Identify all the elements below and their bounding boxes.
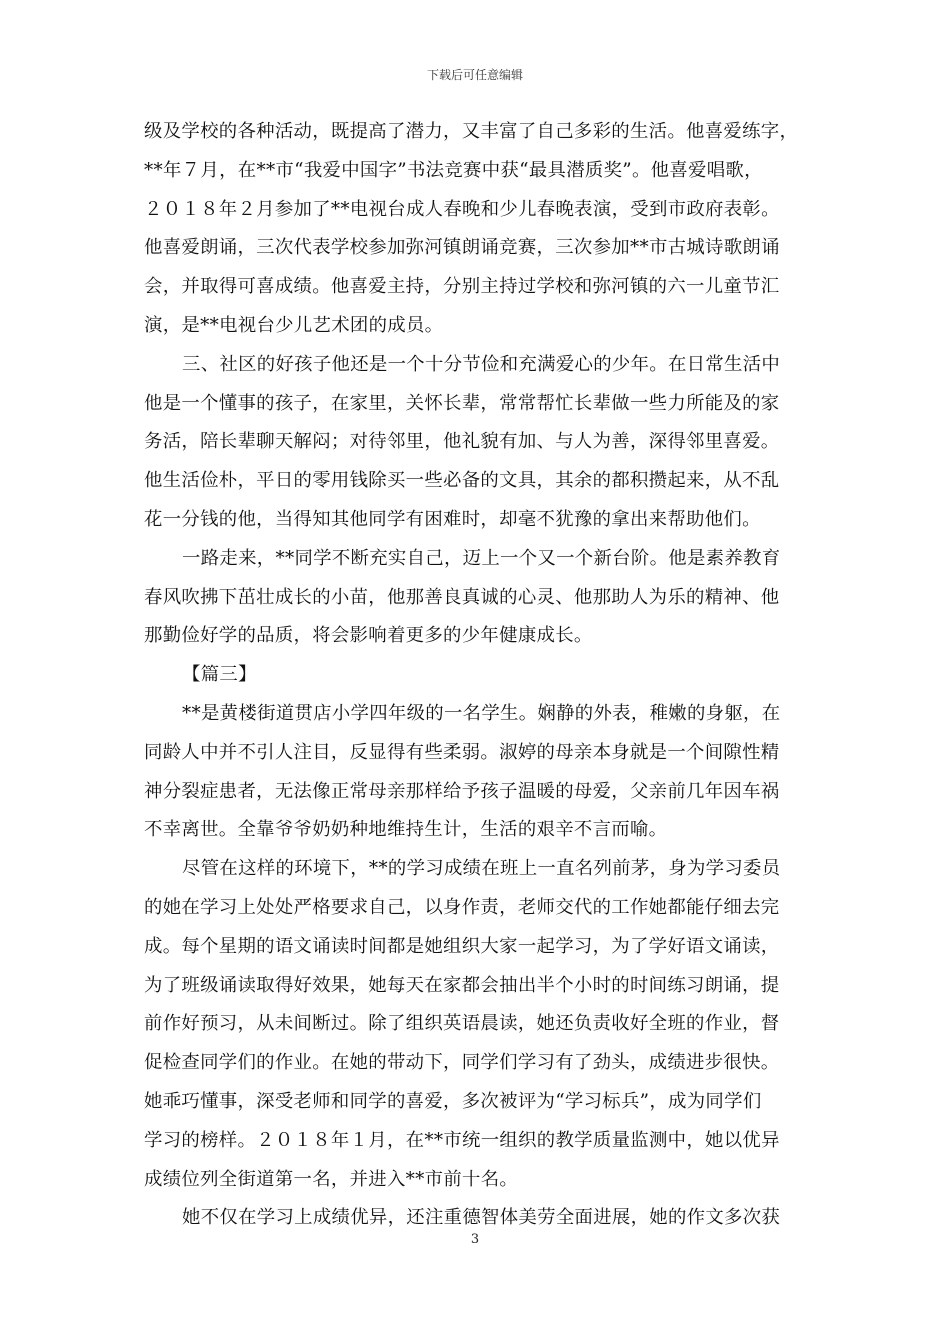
text-line: 他是一个懂事的孩子，在家里，关怀长辈，常常帮忙长辈做一些力所能及的家 bbox=[144, 392, 780, 414]
text-line: 学习的榜样。２０１８年１月，在**市统一组织的教学质量监测中，她以优异 bbox=[144, 1129, 780, 1151]
text-line: 她乖巧懂事，深受老师和同学的喜爱，多次被评为“学习标兵”，成为同学们 bbox=[144, 1090, 762, 1112]
page-header: 下载后可任意编辑 bbox=[426, 68, 523, 82]
text-line: 一路走来，**同学不断充实自己，迈上一个又一个新台阶。他是素养教育 bbox=[182, 547, 781, 569]
page-number: 3 bbox=[470, 1232, 480, 1247]
text-line: **年７月，在**市“我爱中国字”书法竞赛中获“最具潜质奖”。他喜爱唱歌， bbox=[144, 159, 763, 181]
text-line: 神分裂症患者，无法像正常母亲那样给予孩子温暖的母爱，父亲前几年因车祸 bbox=[144, 780, 780, 802]
text-line: 级及学校的各种活动，既提高了潜力，又丰富了自己多彩的生活。他喜爱练字， bbox=[144, 121, 799, 142]
text-line: 不幸离世。全靠爷爷奶奶种地维持生计，生活的艰辛不言而喻。 bbox=[144, 819, 668, 841]
document-body bbox=[144, 113, 809, 1238]
text-line: 他生活俭朴，平日的零用钱除买一些必备的文具，其余的都积攒起来，从不乱 bbox=[144, 470, 780, 492]
text-line: 春风吹拂下茁壮成长的小苗，他那善良真诚的心灵、他那助人为乐的精神、他 bbox=[144, 586, 780, 608]
paragraph bbox=[144, 540, 809, 656]
text-line: 成。每个星期的语文诵读时间都是她组织大家一起学习，为了学好语文诵读， bbox=[144, 935, 780, 957]
text-line: 尽管在这样的环境下，**的学习成绩在班上一直名列前茅，身为学习委员 bbox=[182, 858, 781, 880]
text-line: 三、社区的好孩子他还是一个十分节俭和充满爱心的少年。在日常生活中 bbox=[182, 353, 781, 375]
text-line: 那勤俭好学的品质，将会影响着更多的少年健康成长。 bbox=[144, 625, 593, 647]
text-line: 同龄人中并不引人注目，反显得有些柔弱。淑婷的母亲本身就是一个间隙性精 bbox=[144, 741, 780, 763]
text-line: 促检查同学们的作业。在她的带动下，同学们学习有了劲头，成绩进步很快。 bbox=[144, 1052, 780, 1074]
paragraph bbox=[144, 113, 809, 346]
paragraph bbox=[144, 695, 809, 850]
text-line: 成绩位列全街道第一名，并进入**市前十名。 bbox=[144, 1168, 519, 1190]
text-line: 务活，陪长辈聊天解闷；对待邻里，他礼貌有加、与人为善，深得邻里喜爱。 bbox=[144, 431, 780, 453]
text-line: 演，是**电视台少儿艺术团的成员。 bbox=[144, 314, 444, 336]
text-line: 【篇三】 bbox=[182, 664, 257, 686]
text-line: 花一分钱的他，当得知其他同学有困难时，却毫不犹豫的拿出来帮助他们。 bbox=[144, 508, 761, 530]
text-line: 的她在学习上处处严格要求自己，以身作责，老师交代的工作她都能仔细去完 bbox=[144, 896, 780, 918]
paragraph bbox=[144, 346, 809, 540]
text-line: 为了班级诵读取得好效果，她每天在家都会抽出半个小时的时间练习朗诵，提 bbox=[144, 974, 780, 996]
paragraph bbox=[144, 656, 809, 695]
paragraph bbox=[144, 850, 809, 1199]
text-line: 他喜爱朗诵，三次代表学校参加弥河镇朗诵竞赛，三次参加**市古城诗歌朗诵 bbox=[144, 237, 780, 259]
text-line: 前作好预习，从未间断过。除了组织英语晨读，她还负责收好全班的作业，督 bbox=[144, 1013, 780, 1035]
text-line: 会，并取得可喜成绩。他喜爱主持，分别主持过学校和弥河镇的六一儿童节汇 bbox=[144, 276, 780, 298]
text-line: 她不仅在学习上成绩优异，还注重德智体美劳全面进展，她的作文多次获 bbox=[182, 1207, 781, 1229]
text-line: **是黄楼街道贯店小学四年级的一名学生。娴静的外表，稚嫩的身躯，在 bbox=[182, 702, 781, 724]
text-line: ２０１８年２月参加了**电视台成人春晚和少儿春晚表演，受到市政府表彰。 bbox=[144, 198, 780, 220]
